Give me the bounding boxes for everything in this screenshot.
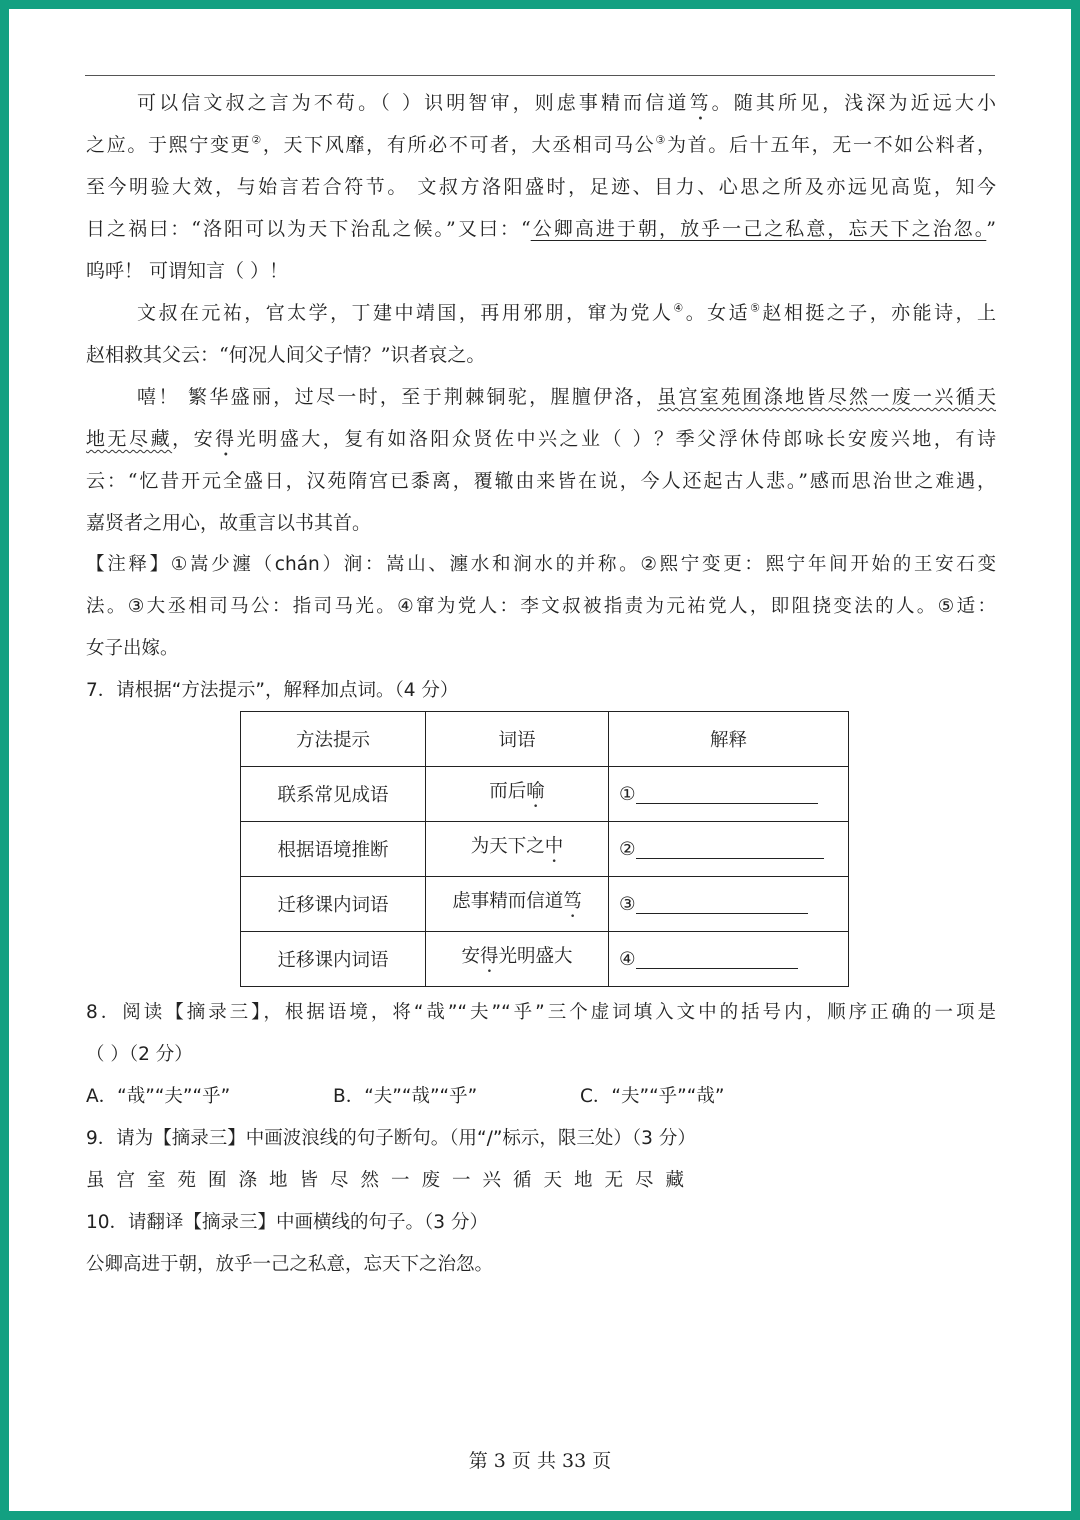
- passage-line: 至今明验大效，与始言若合符节。 文叔方洛阳盛时，足迹、目力、心思之所及亦远见高览，知今: [86, 176, 996, 198]
- table-row: [241, 932, 849, 987]
- wavy-underlined-text: 虽宫室苑囿涤地皆尽然一废一兴循天: [657, 386, 996, 408]
- passage-line: 赵相救其父云：“何况人间父子情？”识者哀之。: [86, 344, 486, 366]
- column-header: 词语: [426, 712, 609, 767]
- question-8-score: （ ）（2 分）: [86, 1044, 193, 1065]
- q7-table: [240, 711, 849, 987]
- passage-line: 呜呼！ 可谓知言（ ）！: [86, 260, 289, 282]
- method-cell: 联系常见成语: [241, 767, 426, 822]
- footnote-mark: ⑤: [750, 301, 763, 315]
- answer-cell[interactable]: ③: [609, 877, 849, 932]
- passage-line: 云：“忆昔开元全盛日，汉苑隋宫已黍离，覆辙由来皆在说，今人还起古人悲。”感而思治世之难遇，: [86, 470, 996, 492]
- answer-cell[interactable]: ④: [609, 932, 849, 987]
- wavy-underlined-text: 地无尽藏: [86, 428, 173, 450]
- annotation-line: 【注释】①嵩少瀍（chán）涧：嵩山、瀍水和涧水的并称。②熙宁变更：熙宁年间开始的王安石变: [86, 554, 996, 575]
- answer-blank[interactable]: [636, 948, 798, 969]
- passage-line: 地无尽藏，安得光明盛大，复有如洛阳众贤佐中兴之业（ ）？季父浮休侍郎咏长安废兴地，有诗: [86, 428, 996, 450]
- answer-blank[interactable]: [636, 838, 824, 859]
- passage-line: 之应。于熙宁变更②，天下风靡，有所必不可者，大丞相司马公③为首。后十五年，无一不如公料者，: [86, 133, 996, 156]
- question-10-sentence: 公卿高进于朝，放乎一己之私意，忘天下之治忽。: [86, 1254, 494, 1275]
- table-row: [241, 822, 849, 877]
- dotted-word: 笃: [563, 890, 582, 912]
- dotted-word: 喻: [526, 780, 545, 802]
- column-header: 方法提示: [241, 712, 426, 767]
- option-c[interactable]: C．“夫”“乎”“哉”: [580, 1086, 725, 1107]
- table-row: [241, 877, 849, 932]
- passage-line: 日之祸曰：“洛阳可以为天下治乱之候。”又曰：“公卿高进于朝，放乎一己之私意，忘天下之治忽。”: [86, 218, 996, 240]
- question-9-sentence: 虽宫室苑囿涤地皆尽然一废一兴循天地无尽藏: [86, 1170, 697, 1191]
- option-b[interactable]: B．“夫”“哉”“乎”: [333, 1086, 478, 1107]
- question-10-prompt: 10．请翻译【摘录三】中画横线的句子。（3 分）: [86, 1212, 488, 1233]
- option-a[interactable]: A．“哉”“夫”“乎”: [86, 1086, 231, 1107]
- question-7-prompt: 7．请根据“方法提示”，解释加点词。（4 分）: [86, 680, 459, 701]
- annotation-line: 法。③大丞相司马公：指司马光。④窜为党人：李文叔被指责为元祐党人，即阻挠变法的人。⑤适：: [86, 596, 996, 617]
- header-rule: [85, 75, 995, 76]
- page-number-footer: 第 3 页 共 33 页: [468, 1450, 612, 1472]
- annotation-line: 女子出嫁。: [86, 638, 179, 659]
- method-cell: 迁移课内词语: [241, 932, 426, 987]
- answer-cell[interactable]: ①: [609, 767, 849, 822]
- passage-line: 嘻！ 繁华盛丽，过尽一时，至于荆棘铜驼，腥膻伊洛，虽宫室苑囿涤地皆尽然一废一兴循天: [137, 386, 996, 408]
- answer-cell[interactable]: ②: [609, 822, 849, 877]
- method-cell: 根据语境推断: [241, 822, 426, 877]
- dotted-word: 得: [479, 945, 499, 967]
- word-cell: 虑事精而信道笃: [426, 877, 609, 932]
- word-cell: 为天下之中: [426, 822, 609, 877]
- word-cell: 安得光明盛大: [426, 932, 609, 987]
- dotted-word: 笃: [689, 92, 712, 114]
- table-row: [241, 767, 849, 822]
- passage-line: 文叔在元祐，官太学，丁建中靖国，再用邪朋，窜为党人④。女适⑤赵相挺之子，亦能诗，上: [137, 301, 996, 324]
- dotted-word: 得: [215, 428, 237, 450]
- question-9-prompt: 9．请为【摘录三】中画波浪线的句子断句。（用“/”标示，限三处）（3 分）: [86, 1128, 696, 1149]
- dotted-word: 中: [544, 835, 564, 857]
- answer-blank[interactable]: [636, 783, 818, 804]
- passage-line: 嘉贤者之用心，故重言以书其首。: [86, 512, 372, 534]
- table-header-row: [241, 712, 849, 767]
- footnote-mark: ④: [673, 301, 686, 315]
- question-8-options: [86, 1080, 996, 1122]
- method-cell: 迁移课内词语: [241, 877, 426, 932]
- question-8-prompt: 8．阅读【摘录三】，根据语境，将“哉”“夫”“乎”三个虚词填入文中的括号内，顺序正确的一项是: [86, 1002, 996, 1023]
- exam-page: [86, 86, 996, 716]
- questions-section: [86, 996, 996, 1290]
- underlined-sentence: 公卿高进于朝，放乎一己之私意，忘天下之治忽。: [530, 218, 987, 240]
- column-header: 解释: [609, 712, 849, 767]
- word-cell: 而后喻: [426, 767, 609, 822]
- answer-blank[interactable]: [636, 893, 808, 914]
- passage-line: 可以信文叔之言为不苟。（ ）识明智审，则虑事精而信道笃。随其所见，浅深为近远大小: [137, 92, 996, 114]
- footnote-mark: ②: [251, 133, 263, 147]
- footnote-mark: ③: [655, 133, 667, 147]
